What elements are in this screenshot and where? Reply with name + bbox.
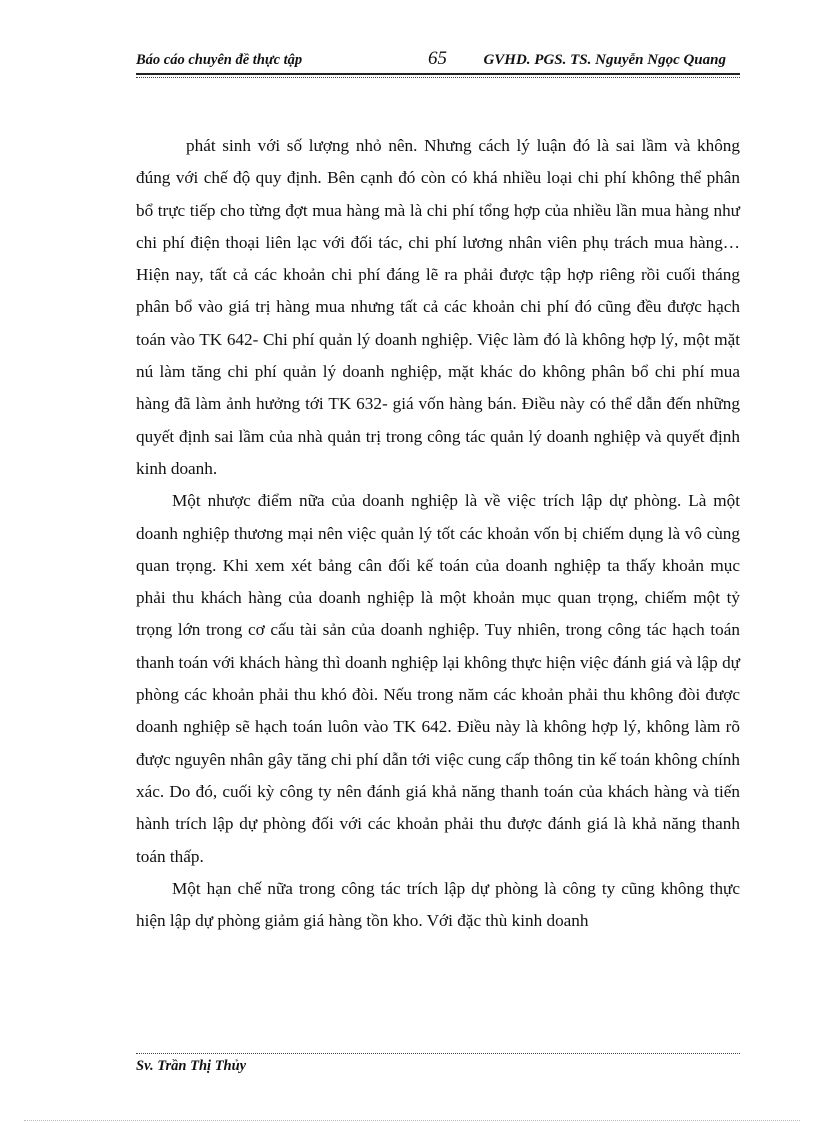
supervisor-name: GVHD. PGS. TS. Nguyễn Ngọc Quang [483,52,726,68]
footer-author: Sv. Trần Thị Thủy [136,1058,247,1074]
paragraph-2: Một nhược điểm nữa của doanh nghiệp là về việc trích lập dự phòng. Là một doanh nghiệp thương mại nên việc quản lý tốt các khoản vốn bị chiếm dụng là vô cùng quan trọng. Khi xem xét bảng cân đối kế toán của doanh nghiệp ta thấy khoản mục phải thu khách hàng của doanh nghiệp là một khoản mục quan trọng, chiếm một tỷ trọng lớn trong cơ cấu tài sản của doanh nghiệp. Tuy nhiên, trong công tác hạch toán thanh toán với khách hàng thì doanh nghiệp lại không thực hiện việc đánh giá và lập dự phòng các khoản phải thu khó đòi. Nếu trong năm các khoản phải thu không đòi được doanh nghiệp sẽ hạch toán luôn vào TK 642. Điều này là không hợp lý, không làm rõ được nguyên nhân gây tăng chi phí dẫn tới việc cung cấp thông tin kế toán không chính xác. Do đó, cuối kỳ công ty nên đánh giá khả năng thanh toán của khách hàng và tiến hành trích lập dự phòng đối với các khoản phải thu được đánh giá là khả năng thanh toán thấp. [136,491,740,866]
page-header [136,48,740,72]
report-title: Báo cáo chuyên đề thực tập [136,52,303,68]
page-bottom-border [24,1120,800,1121]
footer-rule [136,1053,740,1054]
header-dotted-rule [136,77,740,78]
paragraph-1: phát sinh với số lượng nhỏ nên. Nhưng cách lý luận đó là sai lầm và không đúng với chế độ quy định. Bên cạnh đó còn có khá nhiều loại chi phí không thể phân bổ trực tiếp cho từng đợt mua hàng mà là chi phí tổng hợp của nhiều lần mua hàng như chi phí điện thoại liên lạc với đối tác, chi phí lương nhân viên phụ trách mua hàng… Hiện nay, tất cả các khoản chi phí đáng lẽ ra phải được tập hợp riêng rồi cuối tháng phân bổ vào giá trị hàng mua nhưng tất cả các khoản chi phí đó cũng đều được hạch toán vào TK 642- Chi phí quản lý doanh nghiệp. Việc làm đó là không hợp lý, một mặt nú làm tăng chi phí quản lý doanh nghiệp, mặt khác do không phân bổ chi phí mua hàng đã làm ảnh hưởng tới TK 632- giá vốn hàng bán. Điều này có thể dẫn đến những quyết định sai lầm của nhà quản trị trong công tác quản lý doanh nghiệp và quyết định kinh doanh. [136,136,740,478]
paragraph-3: Một hạn chế nữa trong công tác trích lập dự phòng là công ty cũng không thực hiện lập dự phòng giảm giá hàng tồn kho. Với đặc thù kinh doanh [136,878,740,931]
body-text [136,130,740,937]
header-rule [136,73,740,75]
page-number: 65 [428,48,447,69]
